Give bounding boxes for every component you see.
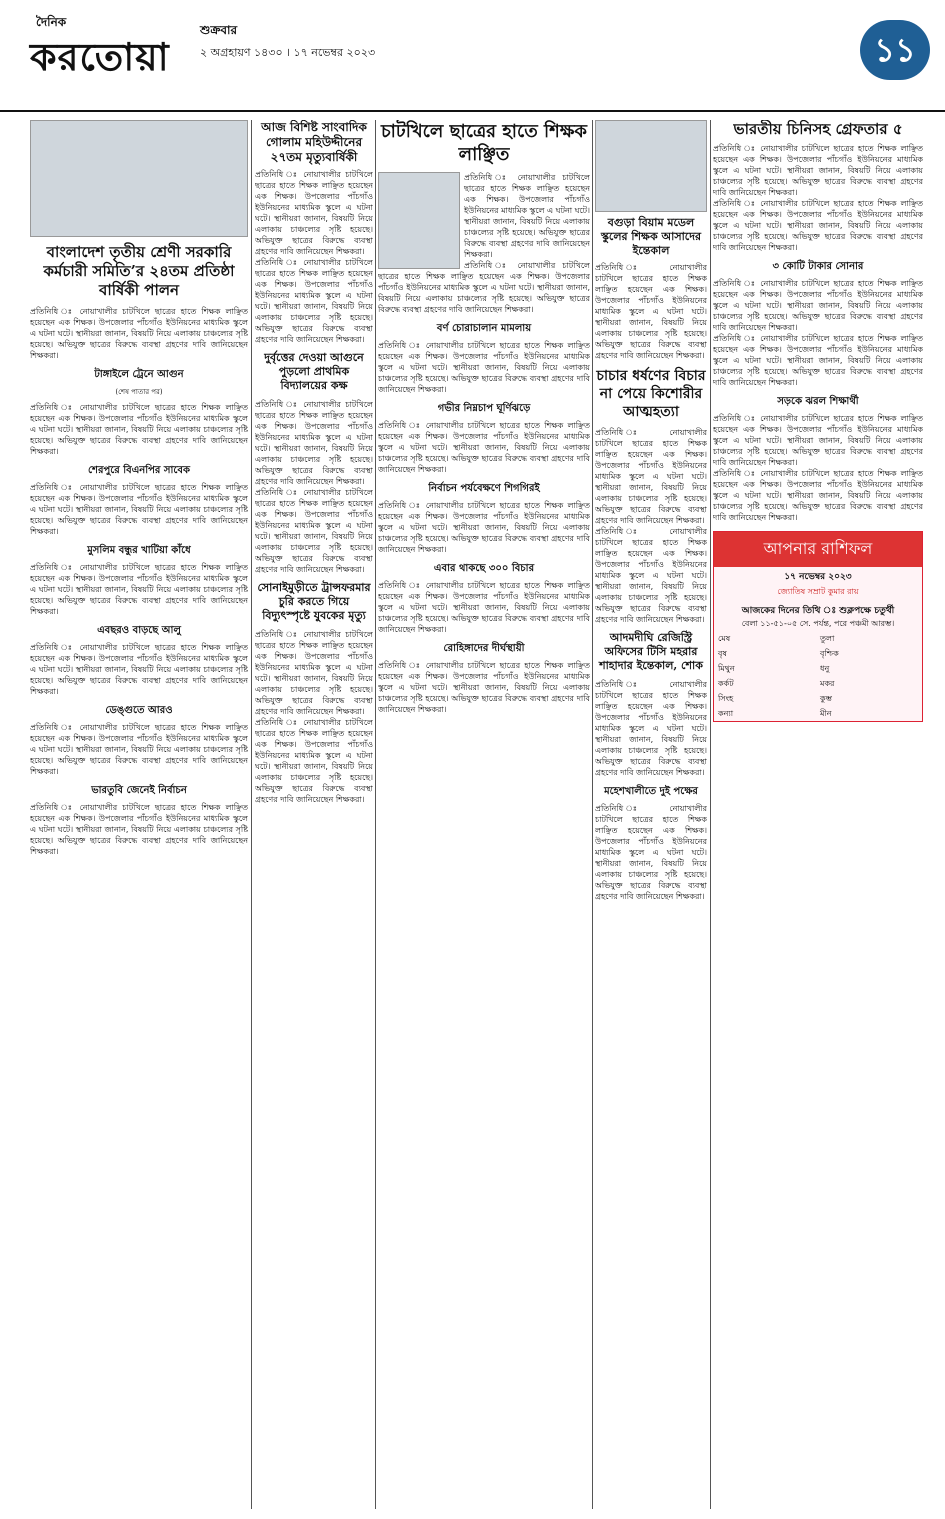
rashi-row xyxy=(714,691,922,706)
rashi-sign: সিংহ xyxy=(718,694,734,703)
article-body: প্রতিনিধি ঃ নোয়াখালীর চাটখিলে ছাত্রের হাতে শিক্ষক লাঞ্ছিত হয়েছেন এক শিক্ষক। উপজেলার পাঁচগাঁও ইউনিয়নের মাধ্যমিক স্কুলে এ ঘটনা ঘটে। স্থানীয়রা জানান, বিষয়টি নিয়ে এলাকায় চাঞ্চল্যের সৃষ্টি হয়েছে। অভিযুক্ত ছাত্রের বিরুদ্ধে ব্যবস্থা গ্রহণের দাবি জানিয়েছেন শিক্ষকরা। xyxy=(378,581,590,634)
rashi-sign: মেষ xyxy=(718,634,731,643)
event-photo xyxy=(30,120,248,237)
headline: দুর্বৃত্তের দেওয়া আগুনে পুড়লো প্রাথমিক বিদ্যালয়ের কক্ষ xyxy=(264,351,364,392)
page-number: ১১ xyxy=(860,20,930,80)
article-body: প্রতিনিধি ঃ নোয়াখালীর চাটখিলে ছাত্রের হাতে শিক্ষক লাঞ্ছিত হয়েছেন এক শিক্ষক। উপজেলার পাঁচগাঁও ইউনিয়নের মাধ্যমিক স্কুলে এ ঘটনা ঘটে। স্থানীয়রা জানান, বিষয়টি নিয়ে এলাকায় চাঞ্চল্যের সৃষ্টি হয়েছে। অভিযুক্ত ছাত্রের বিরুদ্ধে ব্যবস্থা গ্রহণের দাবি জানিয়েছেন শিক্ষকরা। xyxy=(255,488,373,574)
rashi-sign: কুম্ভ xyxy=(820,694,832,703)
article-body: প্রতিনিধি ঃ নোয়াখালীর চাটখিলে ছাত্রের হাতে শিক্ষক লাঞ্ছিত হয়েছেন এক শিক্ষক। উপজেলার পাঁচগাঁও ইউনিয়নের মাধ্যমিক স্কুলে এ ঘটনা ঘটে। স্থানীয়রা জানান, বিষয়টি নিয়ে এলাকায় চাঞ্চল্যের সৃষ্টি হয়েছে। অভিযুক্ত ছাত্রের বিরুদ্ধে ব্যবস্থা গ্রহণের দাবি জানিয়েছেন শিক্ষকরা। xyxy=(30,803,248,856)
subhead: ডেঙ্গুতে আরও xyxy=(105,705,173,716)
tithi-label: আজকের দিনের তিথি ঃ শুক্লপক্ষে চতুর্থী xyxy=(741,606,895,616)
article-body: প্রতিনিধি ঃ নোয়াখালীর চাটখিলে ছাত্রের হাতে শিক্ষক লাঞ্ছিত হয়েছেন এক শিক্ষক। উপজেলার পাঁচগাঁও ইউনিয়নের মাধ্যমিক স্কুলে এ ঘটনা ঘটে। স্থানীয়রা জানান, বিষয়টি নিয়ে এলাকায় চাঞ্চল্যের সৃষ্টি হয়েছে। অভিযুক্ত ছাত্রের বিরুদ্ধে ব্যবস্থা গ্রহণের দাবি জানিয়েছেন শিক্ষকরা। xyxy=(464,173,590,259)
rashi-sign: মকর xyxy=(820,679,835,688)
subhead: গভীর নিম্নচাপ ঘূর্ণিঝড়ে xyxy=(437,403,531,414)
subhead: সড়কে ঝরল শিক্ষার্থী xyxy=(777,396,859,407)
headline: বাংলাদেশ তৃতীয় শ্রেণী সরকারি কর্মচারী সমিতি’র ২৪তম প্রতিষ্ঠা বার্ষিকী পালন xyxy=(43,243,235,299)
logo-prefix: দৈনিক xyxy=(36,15,67,29)
article-body: প্রতিনিধি ঃ নোয়াখালীর চাটখিলে ছাত্রের হাতে শিক্ষক লাঞ্ছিত হয়েছেন এক শিক্ষক। উপজেলার পাঁচগাঁও ইউনিয়নের মাধ্যমিক স্কুলে এ ঘটনা ঘটে। স্থানীয়রা জানান, বিষয়টি নিয়ে এলাকায় চাঞ্চল্যের সৃষ্টি হয়েছে। অভিযুক্ত ছাত্রের বিরুদ্ধে ব্যবস্থা গ্রহণের দাবি জানিয়েছেন শিক্ষকরা। xyxy=(255,258,373,344)
headline: বগুড়া বিয়াম মডেল স্কুলের শিক্ষক আসাদের ইন্তেকাল xyxy=(600,216,702,257)
article-body: প্রতিনিধি ঃ নোয়াখালীর চাটখিলে ছাত্রের হাতে শিক্ষক লাঞ্ছিত হয়েছেন এক শিক্ষক। উপজেলার পাঁচগাঁও ইউনিয়নের মাধ্যমিক স্কুলে এ ঘটনা ঘটে। স্থানীয়রা জানান, বিষয়টি নিয়ে এলাকায় চাঞ্চল্যের সৃষ্টি হয়েছে। অভিযুক্ত ছাত্রের বিরুদ্ধে ব্যবস্থা গ্রহণের দাবি জানিয়েছেন শিক্ষকরা। xyxy=(30,563,248,616)
date-label: ২ অগ্রহায়ণ ১৪৩০ । ১৭ নভেম্বর ২০২৩ xyxy=(200,46,376,59)
article-body: প্রতিনিধি ঃ নোয়াখালীর চাটখিলে ছাত্রের হাতে শিক্ষক লাঞ্ছিত হয়েছেন এক শিক্ষক। উপজেলার পাঁচগাঁও ইউনিয়নের মাধ্যমিক স্কুলে এ ঘটনা ঘটে। স্থানীয়রা জানান, বিষয়টি নিয়ে এলাকায় চাঞ্চল্যের সৃষ্টি হয়েছে। অভিযুক্ত ছাত্রের বিরুদ্ধে ব্যবস্থা গ্রহণের দাবি জানিয়েছেন শিক্ষকরা। xyxy=(378,661,590,714)
rashi-sign: কন্যা xyxy=(718,709,734,718)
column-rule xyxy=(251,120,252,1509)
rashi-sign: কর্কট xyxy=(718,679,734,688)
article-body: প্রতিনিধি ঃ নোয়াখালীর চাটখিলে ছাত্রের হাতে শিক্ষক লাঞ্ছিত হয়েছেন এক শিক্ষক। উপজেলার পাঁচগাঁও ইউনিয়নের মাধ্যমিক স্কুলে এ ঘটনা ঘটে। স্থানীয়রা জানান, বিষয়টি নিয়ে এলাকায় চাঞ্চল্যের সৃষ্টি হয়েছে। অভিযুক্ত ছাত্রের বিরুদ্ধে ব্যবস্থা গ্রহণের দাবি জানিয়েছেন শিক্ষকরা। xyxy=(30,307,248,360)
subhead: ভারতুবি জেনেই নির্বাচন xyxy=(91,785,187,796)
article-body: প্রতিনিধি ঃ নোয়াখালীর চাটখিলে ছাত্রের হাতে শিক্ষক লাঞ্ছিত হয়েছেন এক শিক্ষক। উপজেলার পাঁচগাঁও ইউনিয়নের মাধ্যমিক স্কুলে এ ঘটনা ঘটে। স্থানীয়রা জানান, বিষয়টি নিয়ে এলাকায় চাঞ্চল্যের সৃষ্টি হয়েছে। অভিযুক্ত ছাত্রের বিরুদ্ধে ব্যবস্থা গ্রহণের দাবি জানিয়েছেন শিক্ষকরা। xyxy=(713,144,923,197)
rashi-sign: তুলা xyxy=(820,634,835,643)
horoscope-title: আপনার রাশিফল xyxy=(714,532,922,567)
column-1 xyxy=(30,120,248,1509)
subhead: মুসলিম বন্ধুর খাটিয়া কাঁধে xyxy=(87,545,191,556)
rashi-row xyxy=(714,631,922,646)
article-body: প্রতিনিধি ঃ নোয়াখালীর চাটখিলে ছাত্রের হাতে শিক্ষক লাঞ্ছিত হয়েছেন এক শিক্ষক। উপজেলার পাঁচগাঁও ইউনিয়নের মাধ্যমিক স্কুলে এ ঘটনা ঘটে। স্থানীয়রা জানান, বিষয়টি নিয়ে এলাকায় চাঞ্চল্যের সৃষ্টি হয়েছে। অভিযুক্ত ছাত্রের বিরুদ্ধে ব্যবস্থা গ্রহণের দাবি জানিয়েছেন শিক্ষকরা। xyxy=(713,279,923,332)
article-body: প্রতিনিধি ঃ নোয়াখালীর চাটখিলে ছাত্রের হাতে শিক্ষক লাঞ্ছিত হয়েছেন এক শিক্ষক। উপজেলার পাঁচগাঁও ইউনিয়নের মাধ্যমিক স্কুলে এ ঘটনা ঘটে। স্থানীয়রা জানান, বিষয়টি নিয়ে এলাকায় চাঞ্চল্যের সৃষ্টি হয়েছে। অভিযুক্ত ছাত্রের বিরুদ্ধে ব্যবস্থা গ্রহণের দাবি জানিয়েছেন শিক্ষকরা। xyxy=(378,501,590,554)
article-body: প্রতিনিধি ঃ নোয়াখালীর চাটখিলে ছাত্রের হাতে শিক্ষক লাঞ্ছিত হয়েছেন এক শিক্ষক। উপজেলার পাঁচগাঁও ইউনিয়নের মাধ্যমিক স্কুলে এ ঘটনা ঘটে। স্থানীয়রা জানান, বিষয়টি নিয়ে এলাকায় চাঞ্চল্যের সৃষ্টি হয়েছে। অভিযুক্ত ছাত্রের বিরুদ্ধে ব্যবস্থা গ্রহণের দাবি জানিয়েছেন শিক্ষকরা। xyxy=(30,643,248,696)
rashi-row xyxy=(714,646,922,661)
article-body: প্রতিনিধি ঃ নোয়াখালীর চাটখিলে ছাত্রের হাতে শিক্ষক লাঞ্ছিত হয়েছেন এক শিক্ষক। উপজেলার পাঁচগাঁও ইউনিয়নের মাধ্যমিক স্কুলে এ ঘটনা ঘটে। স্থানীয়রা জানান, বিষয়টি নিয়ে এলাকায় চাঞ্চল্যের সৃষ্টি হয়েছে। অভিযুক্ত ছাত্রের বিরুদ্ধে ব্যবস্থা গ্রহণের দাবি জানিয়েছেন শিক্ষকরা। xyxy=(595,804,707,901)
column-rule xyxy=(375,120,376,1509)
article-body: প্রতিনিধি ঃ নোয়াখালীর চাটখিলে ছাত্রের হাতে শিক্ষক লাঞ্ছিত হয়েছেন এক শিক্ষক। উপজেলার পাঁচগাঁও ইউনিয়নের মাধ্যমিক স্কুলে এ ঘটনা ঘটে। স্থানীয়রা জানান, বিষয়টি নিয়ে এলাকায় চাঞ্চল্যের সৃষ্টি হয়েছে। অভিযুক্ত ছাত্রের বিরুদ্ধে ব্যবস্থা গ্রহণের দাবি জানিয়েছেন শিক্ষকরা। xyxy=(30,403,248,456)
headline: ভারতীয় চিনিসহ গ্রেফতার ৫ xyxy=(733,120,903,138)
article-body: প্রতিনিধি ঃ নোয়াখালীর চাটখিলে ছাত্রের হাতে শিক্ষক লাঞ্ছিত হয়েছেন এক শিক্ষক। উপজেলার পাঁচগাঁও ইউনিয়নের মাধ্যমিক স্কুলে এ ঘটনা ঘটে। স্থানীয়রা জানান, বিষয়টি নিয়ে এলাকায় চাঞ্চল্যের সৃষ্টি হয়েছে। অভিযুক্ত ছাত্রের বিরুদ্ধে ব্যবস্থা গ্রহণের দাবি জানিয়েছেন শিক্ষকরা। xyxy=(378,421,590,474)
rashi-sign: মিথুন xyxy=(718,664,735,673)
article-body: প্রতিনিধি ঃ নোয়াখালীর চাটখিলে ছাত্রের হাতে শিক্ষক লাঞ্ছিত হয়েছেন এক শিক্ষক। উপজেলার পাঁচগাঁও ইউনিয়নের মাধ্যমিক স্কুলে এ ঘটনা ঘটে। স্থানীয়রা জানান, বিষয়টি নিয়ে এলাকায় চাঞ্চল্যের সৃষ্টি হয়েছে। অভিযুক্ত ছাত্রের বিরুদ্ধে ব্যবস্থা গ্রহণের দাবি জানিয়েছেন শিক্ষকরা। xyxy=(30,483,248,536)
masthead xyxy=(0,0,945,112)
article-body: প্রতিনিধি ঃ নোয়াখালীর চাটখিলে ছাত্রের হাতে শিক্ষক লাঞ্ছিত হয়েছেন এক শিক্ষক। উপজেলার পাঁচগাঁও ইউনিয়নের মাধ্যমিক স্কুলে এ ঘটনা ঘটে। স্থানীয়রা জানান, বিষয়টি নিয়ে এলাকায় চাঞ্চল্যের সৃষ্টি হয়েছে। অভিযুক্ত ছাত্রের বিরুদ্ধে ব্যবস্থা গ্রহণের দাবি জানিয়েছেন শিক্ষকরা। xyxy=(378,341,590,394)
column-2 xyxy=(255,120,373,1509)
article-body: প্রতিনিধি ঃ নোয়াখালীর চাটখিলে ছাত্রের হাতে শিক্ষক লাঞ্ছিত হয়েছেন এক শিক্ষক। উপজেলার পাঁচগাঁও ইউনিয়নের মাধ্যমিক স্কুলে এ ঘটনা ঘটে। স্থানীয়রা জানান, বিষয়টি নিয়ে এলাকায় চাঞ্চল্যের সৃষ্টি হয়েছে। অভিযুক্ত ছাত্রের বিরুদ্ধে ব্যবস্থা গ্রহণের দাবি জানিয়েছেন শিক্ষকরা। xyxy=(255,718,373,804)
article-body: প্রতিনিধি ঃ নোয়াখালীর চাটখিলে ছাত্রের হাতে শিক্ষক লাঞ্ছিত হয়েছেন এক শিক্ষক। উপজেলার পাঁচগাঁও ইউনিয়নের মাধ্যমিক স্কুলে এ ঘটনা ঘটে। স্থানীয়রা জানান, বিষয়টি নিয়ে এলাকায় চাঞ্চল্যের সৃষ্টি হয়েছে। অভিযুক্ত ছাত্রের বিরুদ্ধে ব্যবস্থা গ্রহণের দাবি জানিয়েছেন শিক্ষকরা। xyxy=(255,400,373,486)
rashi-sign: ধনু xyxy=(820,664,830,673)
horoscope-author: জ্যোতিষ সম্রাট কুমার রায় xyxy=(777,587,859,596)
student-photo xyxy=(378,172,460,269)
subhead: টাঙ্গাইলে ট্রেনে আগুন xyxy=(94,369,184,380)
rashi-sign: বৃষ xyxy=(718,649,727,658)
column-rule xyxy=(710,120,711,1509)
article-body: প্রতিনিধি ঃ নোয়াখালীর চাটখিলে ছাত্রের হাতে শিক্ষক লাঞ্ছিত হয়েছেন এক শিক্ষক। উপজেলার পাঁচগাঁও ইউনিয়নের মাধ্যমিক স্কুলে এ ঘটনা ঘটে। স্থানীয়রা জানান, বিষয়টি নিয়ে এলাকায় চাঞ্চল্যের সৃষ্টি হয়েছে। অভিযুক্ত ছাত্রের বিরুদ্ধে ব্যবস্থা গ্রহণের দাবি জানিয়েছেন শিক্ষকরা। xyxy=(595,527,707,624)
subhead: বর্ণ চোরাচালান মামলায় xyxy=(436,323,532,334)
article-body: প্রতিনিধি ঃ নোয়াখালীর চাটখিলে ছাত্রের হাতে শিক্ষক লাঞ্ছিত হয়েছেন এক শিক্ষক। উপজেলার পাঁচগাঁও ইউনিয়নের মাধ্যমিক স্কুলে এ ঘটনা ঘটে। স্থানীয়রা জানান, বিষয়টি নিয়ে এলাকায় চাঞ্চল্যের সৃষ্টি হয়েছে। অভিযুক্ত ছাত্রের বিরুদ্ধে ব্যবস্থা গ্রহণের দাবি জানিয়েছেন শিক্ষকরা। xyxy=(713,469,923,522)
headline: চাচার ধর্ষণের বিচার না পেয়ে কিশোরীর আত্মহত্যা xyxy=(596,368,706,420)
continuation-note: (শেষ পাতার পর) xyxy=(115,388,163,396)
article-body: প্রতিনিধি ঃ নোয়াখালীর চাটখিলে ছাত্রের হাতে শিক্ষক লাঞ্ছিত হয়েছেন এক শিক্ষক। উপজেলার পাঁচগাঁও ইউনিয়নের মাধ্যমিক স্কুলে এ ঘটনা ঘটে। স্থানীয়রা জানান, বিষয়টি নিয়ে এলাকায় চাঞ্চল্যের সৃষ্টি হয়েছে। অভিযুক্ত ছাত্রের বিরুদ্ধে ব্যবস্থা গ্রহণের দাবি জানিয়েছেন শিক্ষকরা। xyxy=(595,680,707,777)
subhead: এবার থাকছে ৩০০ বিচার xyxy=(433,563,535,574)
article-body: প্রতিনিধি ঃ নোয়াখালীর চাটখিলে ছাত্রের হাতে শিক্ষক লাঞ্ছিত হয়েছেন এক শিক্ষক। উপজেলার পাঁচগাঁও ইউনিয়নের মাধ্যমিক স্কুলে এ ঘটনা ঘটে। স্থানীয়রা জানান, বিষয়টি নিয়ে এলাকায় চাঞ্চল্যের সৃষ্টি হয়েছে। অভিযুক্ত ছাত্রের বিরুদ্ধে ব্যবস্থা গ্রহণের দাবি জানিয়েছেন শিক্ষকরা। xyxy=(595,428,707,525)
column-4 xyxy=(595,120,707,1509)
rashi-row xyxy=(714,661,922,676)
article-body: প্রতিনিধি ঃ নোয়াখালীর চাটখিলে ছাত্রের হাতে শিক্ষক লাঞ্ছিত হয়েছেন এক শিক্ষক। উপজেলার পাঁচগাঁও ইউনিয়নের মাধ্যমিক স্কুলে এ ঘটনা ঘটে। স্থানীয়রা জানান, বিষয়টি নিয়ে এলাকায় চাঞ্চল্যের সৃষ্টি হয়েছে। অভিযুক্ত ছাত্রের বিরুদ্ধে ব্যবস্থা গ্রহণের দাবি জানিয়েছেন শিক্ষকরা। xyxy=(595,263,707,360)
article-body: প্রতিনিধি ঃ নোয়াখালীর চাটখিলে ছাত্রের হাতে শিক্ষক লাঞ্ছিত হয়েছেন এক শিক্ষক। উপজেলার পাঁচগাঁও ইউনিয়নের মাধ্যমিক স্কুলে এ ঘটনা ঘটে। স্থানীয়রা জানান, বিষয়টি নিয়ে এলাকায় চাঞ্চল্যের সৃষ্টি হয়েছে। অভিযুক্ত ছাত্রের বিরুদ্ধে ব্যবস্থা গ্রহণের দাবি জানিয়েছেন শিক্ষকরা। xyxy=(713,414,923,467)
article-body: প্রতিনিধি ঃ নোয়াখালীর চাটখিলে ছাত্রের হাতে শিক্ষক লাঞ্ছিত হয়েছেন এক শিক্ষক। উপজেলার পাঁচগাঁও ইউনিয়নের মাধ্যমিক স্কুলে এ ঘটনা ঘটে। স্থানীয়রা জানান, বিষয়টি নিয়ে এলাকায় চাঞ্চল্যের সৃষ্টি হয়েছে। অভিযুক্ত ছাত্রের বিরুদ্ধে ব্যবস্থা গ্রহণের দাবি জানিয়েছেন শিক্ষকরা। xyxy=(378,261,590,314)
article-body: প্রতিনিধি ঃ নোয়াখালীর চাটখিলে ছাত্রের হাতে শিক্ষক লাঞ্ছিত হয়েছেন এক শিক্ষক। উপজেলার পাঁচগাঁও ইউনিয়নের মাধ্যমিক স্কুলে এ ঘটনা ঘটে। স্থানীয়রা জানান, বিষয়টি নিয়ে এলাকায় চাঞ্চল্যের সৃষ্টি হয়েছে। অভিযুক্ত ছাত্রের বিরুদ্ধে ব্যবস্থা গ্রহণের দাবি জানিয়েছেন শিক্ষকরা। xyxy=(713,334,923,387)
day-label: শুক্রবার xyxy=(200,23,238,37)
article-body: প্রতিনিধি ঃ নোয়াখালীর চাটখিলে ছাত্রের হাতে শিক্ষক লাঞ্ছিত হয়েছেন এক শিক্ষক। উপজেলার পাঁচগাঁও ইউনিয়নের মাধ্যমিক স্কুলে এ ঘটনা ঘটে। স্থানীয়রা জানান, বিষয়টি নিয়ে এলাকায় চাঞ্চল্যের সৃষ্টি হয়েছে। অভিযুক্ত ছাত্রের বিরুদ্ধে ব্যবস্থা গ্রহণের দাবি জানিয়েছেন শিক্ষকরা। xyxy=(255,630,373,716)
column-rule xyxy=(592,120,593,1509)
teacher-photo xyxy=(595,120,707,212)
column-5 xyxy=(713,120,923,1509)
rashi-row xyxy=(714,706,922,721)
subhead: শেরপুরে বিএনপির সাবেক xyxy=(88,465,190,476)
article-body: প্রতিনিধি ঃ নোয়াখালীর চাটখিলে ছাত্রের হাতে শিক্ষক লাঞ্ছিত হয়েছেন এক শিক্ষক। উপজেলার পাঁচগাঁও ইউনিয়নের মাধ্যমিক স্কুলে এ ঘটনা ঘটে। স্থানীয়রা জানান, বিষয়টি নিয়ে এলাকায় চাঞ্চল্যের সৃষ্টি হয়েছে। অভিযুক্ত ছাত্রের বিরুদ্ধে ব্যবস্থা গ্রহণের দাবি জানিয়েছেন শিক্ষকরা। xyxy=(255,170,373,256)
headline: আদমদীঘি রেজিস্ট্রি অফিসের টিসি মহরার শাহাদার ইন্তেকাল, শোক xyxy=(599,631,703,672)
rashi-sign: বৃশ্চিক xyxy=(820,649,839,658)
article-body: প্রতিনিধি ঃ নোয়াখালীর চাটখিলে ছাত্রের হাতে শিক্ষক লাঞ্ছিত হয়েছেন এক শিক্ষক। উপজেলার পাঁচগাঁও ইউনিয়নের মাধ্যমিক স্কুলে এ ঘটনা ঘটে। স্থানীয়রা জানান, বিষয়টি নিয়ে এলাকায় চাঞ্চল্যের সৃষ্টি হয়েছে। অভিযুক্ত ছাত্রের বিরুদ্ধে ব্যবস্থা গ্রহণের দাবি জানিয়েছেন শিক্ষকরা। xyxy=(713,199,923,252)
subhead: এবছরও বাড়ছে আলু xyxy=(97,625,181,636)
subhead: রোহিঙ্গাদের দীর্ঘস্থায়ী xyxy=(443,643,525,654)
subhead: মহেশখালীতে দুই পক্ষের xyxy=(604,786,698,797)
rashi-row xyxy=(714,676,922,691)
newspaper-logo: করতোয়া xyxy=(30,34,170,79)
tithi-detail: বেলা ১১-৫১-০৫ সে. পর্যন্ত, পরে পঞ্চমী আরম্ভ। xyxy=(741,619,895,628)
headline: চাটখিলে ছাত্রের হাতে শিক্ষক লাঞ্ছিত xyxy=(380,121,588,165)
column-3 xyxy=(378,120,590,1509)
horoscope-date: ১৭ নভেম্বর ২০২৩ xyxy=(784,572,852,582)
subhead: নির্বাচন পর্যবেক্ষণে শিগগিরই xyxy=(428,483,540,494)
horoscope-box xyxy=(713,531,923,722)
headline: আজ বিশিষ্ট সাংবাদিক গোলাম মহিউদ্দীনের ২৭তম মৃত্যুবার্ষিকী xyxy=(261,120,367,164)
subhead: ৩ কোটি টাকার সোনার xyxy=(772,261,864,272)
rashi-sign: মীন xyxy=(820,709,832,718)
article-body: প্রতিনিধি ঃ নোয়াখালীর চাটখিলে ছাত্রের হাতে শিক্ষক লাঞ্ছিত হয়েছেন এক শিক্ষক। উপজেলার পাঁচগাঁও ইউনিয়নের মাধ্যমিক স্কুলে এ ঘটনা ঘটে। স্থানীয়রা জানান, বিষয়টি নিয়ে এলাকায় চাঞ্চল্যের সৃষ্টি হয়েছে। অভিযুক্ত ছাত্রের বিরুদ্ধে ব্যবস্থা গ্রহণের দাবি জানিয়েছেন শিক্ষকরা। xyxy=(30,723,248,776)
headline: সোনাইমুড়ীতে ট্রান্সফরমার চুরি করতে গিয়ে বিদ্যুৎস্পৃষ্টে যুবকের মৃত্যু xyxy=(257,581,371,622)
